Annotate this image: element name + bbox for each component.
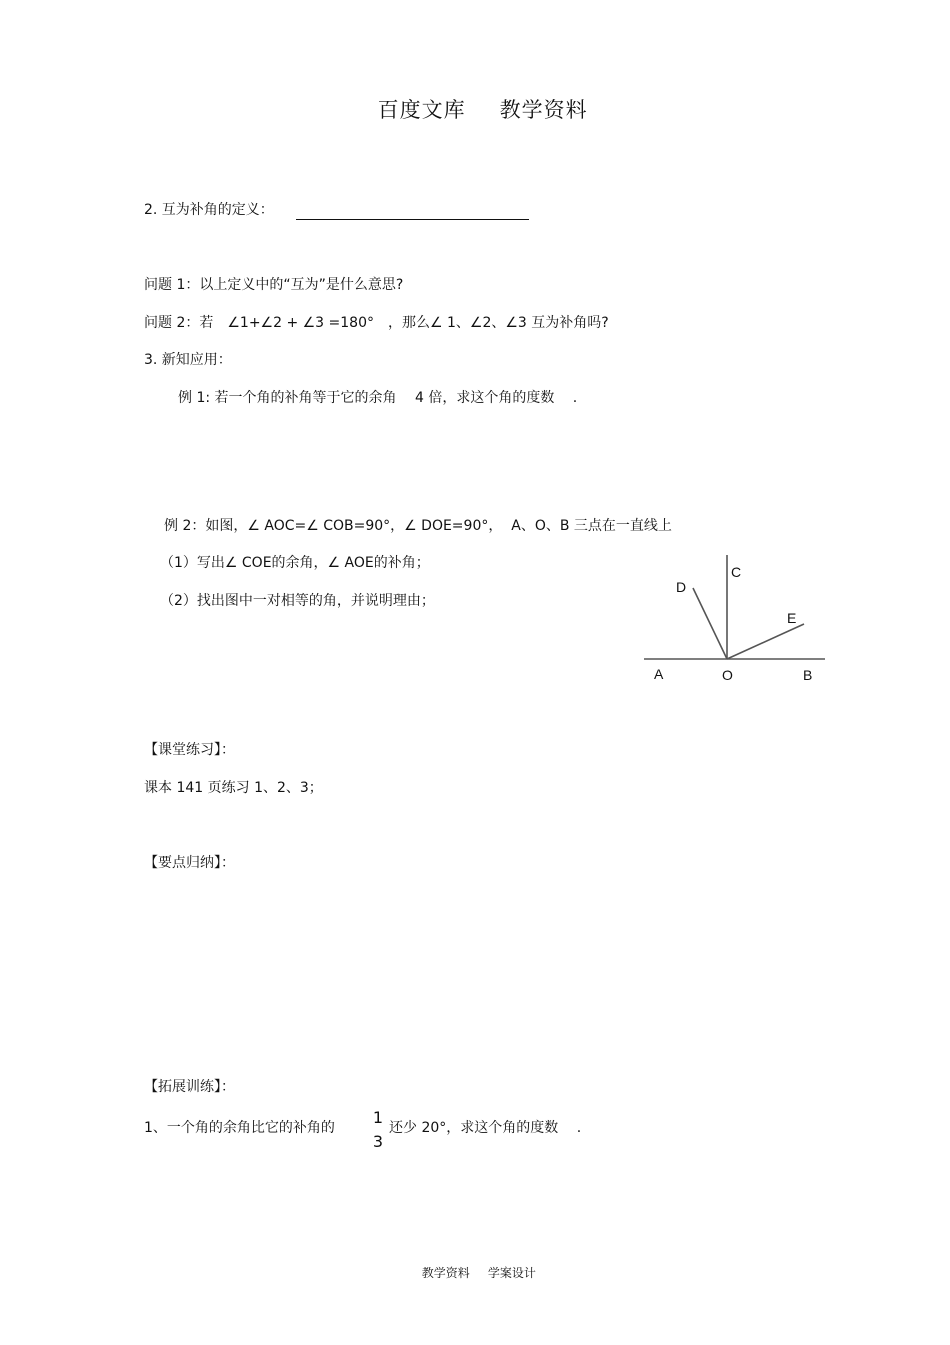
angle-figure	[640, 550, 830, 690]
header-right: 教学资料	[499, 98, 588, 122]
extension-question-1-pre: 1、一个角的余角比它的补角的	[144, 1120, 335, 1136]
fraction-numerator: 1	[372, 1108, 384, 1127]
definition-blank[interactable]	[296, 219, 529, 220]
page-header	[0, 70, 950, 124]
label-b: B	[803, 667, 813, 683]
header-left: 百度文库	[377, 98, 466, 122]
extension-title: 【拓展训练】：	[144, 1079, 235, 1095]
summary-title: 【要点归纳】：	[144, 855, 235, 871]
practice-body: 课本 141 页练习 1、2、3；	[144, 780, 323, 796]
example-2-part-2: （2）找出图中一对相等的角，并说明理由；	[160, 593, 435, 609]
label-d: D	[676, 579, 687, 595]
section-3-label: 3. 新知应用：	[144, 352, 232, 368]
example-2-part-1: （1）写出∠ COE的余角，∠ AOE的补角；	[160, 555, 430, 571]
question-1: 问题 1：以上定义中的“互为”是什么意思?	[144, 277, 404, 293]
section-2-label: 2. 互为补角的定义：	[144, 202, 274, 218]
fraction-one-third	[371, 1108, 385, 1152]
ray-oe	[727, 624, 804, 659]
footer-right: 学案设计	[487, 1266, 536, 1280]
example-1: 例 1: 若一个角的补角等于它的余角 4 倍，求这个角的度数 .	[178, 390, 578, 406]
footer-left: 教学资料	[421, 1266, 470, 1280]
ray-od	[693, 588, 727, 659]
question-2: 问题 2：若 ∠1+∠2 + ∠3 =180° ，那么∠ 1、∠2、∠3 互为补角吗?	[144, 315, 609, 331]
page-footer	[0, 1250, 950, 1281]
label-a: A	[654, 666, 664, 682]
practice-title: 【课堂练习】：	[144, 742, 235, 758]
label-e: E	[787, 610, 797, 626]
label-o: O	[722, 667, 733, 683]
fraction-denominator: 3	[372, 1132, 384, 1151]
example-2-title: 例 2：如图，∠ AOC=∠ COB=90°，∠ DOE=90°， A、O、B 三点在一直线上	[164, 518, 672, 534]
extension-question-1-post: 还少 20°，求这个角的度数 .	[389, 1120, 582, 1136]
label-c: C	[731, 564, 742, 580]
